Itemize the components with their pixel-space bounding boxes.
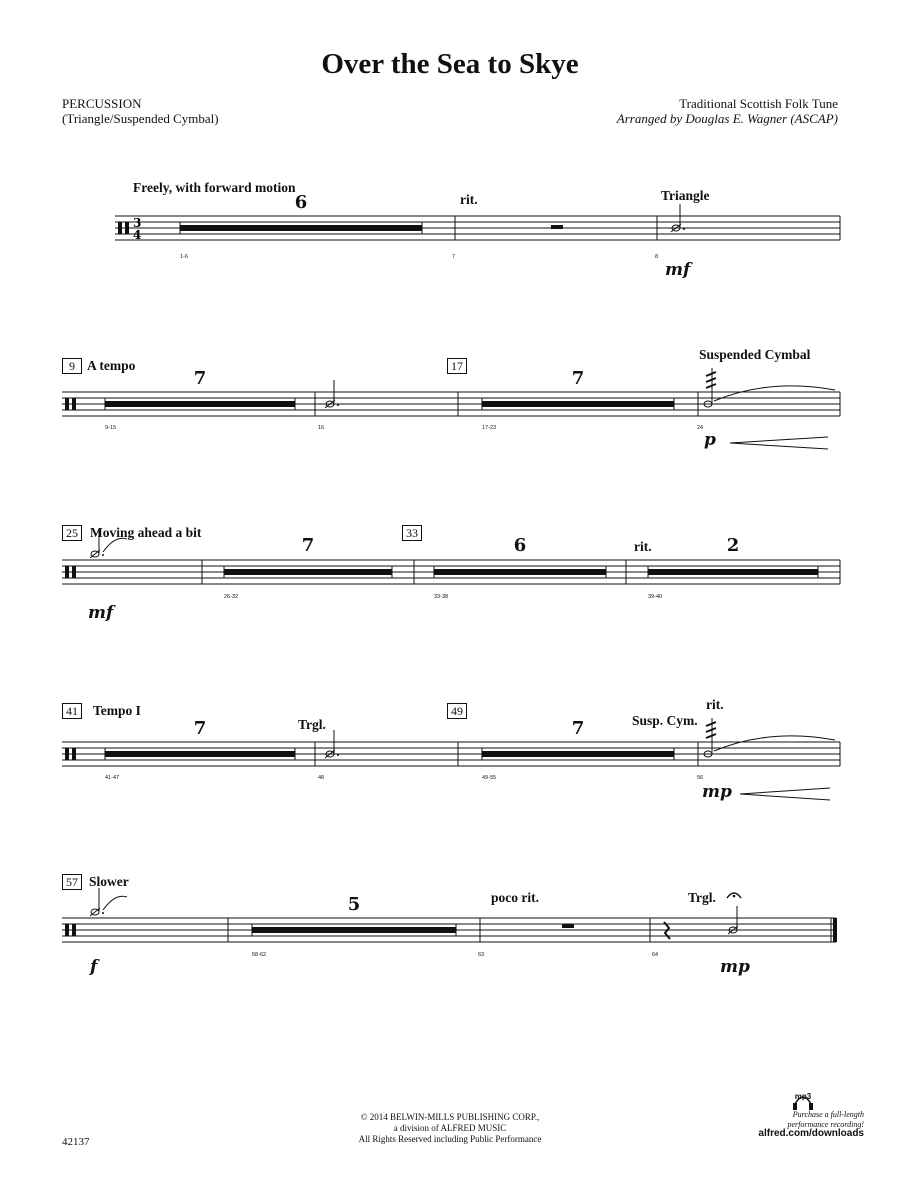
measure-number: 26-32: [224, 594, 239, 600]
instrument-label: Suspended Cymbal: [699, 347, 811, 362]
instrument-label: Triangle: [661, 188, 710, 203]
measure-number: 1-6: [180, 254, 188, 260]
measure-number: 58-62: [252, 952, 267, 958]
tempo-marking: Freely, with forward motion: [133, 180, 296, 195]
staff-system-3: [0, 517, 900, 647]
tempo-marking: Moving ahead a bit: [90, 525, 202, 540]
rehearsal-mark: 9: [62, 358, 82, 374]
part-instruments: (Triangle/Suspended Cymbal): [62, 111, 219, 126]
measure-number: 63: [478, 952, 485, 958]
multi-measure-rest: [180, 225, 422, 231]
measure-number: 9-15: [105, 425, 117, 431]
instrument-label: Susp. Cym.: [632, 713, 698, 728]
recording-promo: [736, 1110, 864, 1139]
whole-rest: [551, 225, 563, 229]
measure-number: 33-38: [434, 594, 449, 600]
measure-number: 16: [318, 425, 325, 431]
dynamic-mark: mp: [702, 782, 732, 802]
rit-marking: poco rit.: [491, 890, 539, 905]
arranger-credit: Arranged by Douglas E. Wagner (ASCAP): [616, 111, 838, 126]
rest-count: 5: [347, 894, 361, 915]
measure-number: 17-23: [482, 425, 497, 431]
download-link[interactable]: alfred.com/downloads: [758, 1128, 864, 1139]
part-name: PERCUSSION: [62, 96, 142, 111]
measure-number: 64: [652, 952, 659, 958]
staff-system-2: [0, 347, 900, 480]
time-sig-top: 3: [133, 216, 142, 230]
measure-number: 41-47: [105, 775, 120, 781]
measure-number: 24: [697, 425, 704, 431]
part-header: [62, 96, 219, 126]
rest-count: 6: [294, 192, 308, 213]
copyright-line: All Rights Reserved including Public Performance: [358, 1134, 542, 1144]
mp3-icon: [790, 1090, 816, 1110]
catalog-number: 42137: [62, 1136, 90, 1148]
tempo-marking: Tempo I: [93, 703, 141, 718]
tie-curve: [714, 386, 835, 401]
measure-number: 48: [318, 775, 325, 781]
rest-count: 6: [513, 535, 527, 556]
rest-count: 2: [726, 535, 740, 556]
rest-count: 7: [571, 718, 585, 739]
dynamic-mark: mf: [665, 260, 691, 280]
page-title: Over the Sea to Skye: [321, 48, 579, 80]
promo-line: performance recording!: [787, 1119, 864, 1129]
measure-number: 8: [655, 254, 659, 260]
tempo-marking: A tempo: [87, 358, 136, 373]
whole-rest: [562, 924, 574, 928]
dynamic-mark: mf: [88, 603, 114, 623]
crescendo-hairpin: [740, 788, 830, 794]
staff-system-1: [0, 180, 900, 310]
staff-system-4: [0, 697, 900, 830]
rest-count: 7: [193, 368, 207, 389]
mp3-label: mp3: [794, 1092, 812, 1101]
source-credit: Traditional Scottish Folk Tune: [679, 96, 838, 111]
rehearsal-mark: 49: [447, 703, 467, 719]
rit-marking: rit.: [460, 192, 478, 207]
time-sig-bottom: 4: [133, 228, 142, 242]
tempo-marking: Slower: [89, 874, 129, 889]
rit-marking: rit.: [706, 697, 724, 712]
instrument-label: Trgl.: [688, 890, 716, 905]
rehearsal-mark: 17: [447, 358, 467, 374]
dynamic-mark: f: [90, 957, 98, 977]
rehearsal-mark: 33: [402, 525, 422, 541]
staff-5: [0, 872, 900, 972]
crescendo-hairpin: [730, 437, 828, 443]
copyright-line: a division of ALFRED MUSIC: [393, 1123, 507, 1133]
rehearsal-mark: 57: [62, 874, 82, 890]
rehearsal-mark: 25: [62, 525, 82, 541]
measure-number: 39-40: [648, 594, 663, 600]
staff-system-5: [0, 872, 900, 1002]
copyright-line: © 2014 BELWIN-MILLS PUBLISHING CORP.,: [360, 1112, 540, 1122]
dynamic-mark: p: [704, 430, 716, 450]
rest-count: 7: [571, 368, 585, 389]
rehearsal-mark: 41: [62, 703, 82, 719]
rest-count: 7: [193, 718, 207, 739]
measure-number: 7: [452, 254, 456, 260]
measure-number: 49-55: [482, 775, 497, 781]
rit-marking: rit.: [634, 539, 652, 554]
percussion-clef: [118, 222, 122, 234]
tie-curve: [714, 736, 835, 751]
final-barline: [833, 918, 837, 942]
instrument-label: Trgl.: [298, 717, 326, 732]
measure-number: 56: [697, 775, 704, 781]
dynamic-mark: mp: [720, 957, 750, 977]
credits: [617, 96, 838, 126]
promo-line: Purchase a full-length: [792, 1110, 864, 1119]
rest-count: 7: [301, 535, 315, 556]
